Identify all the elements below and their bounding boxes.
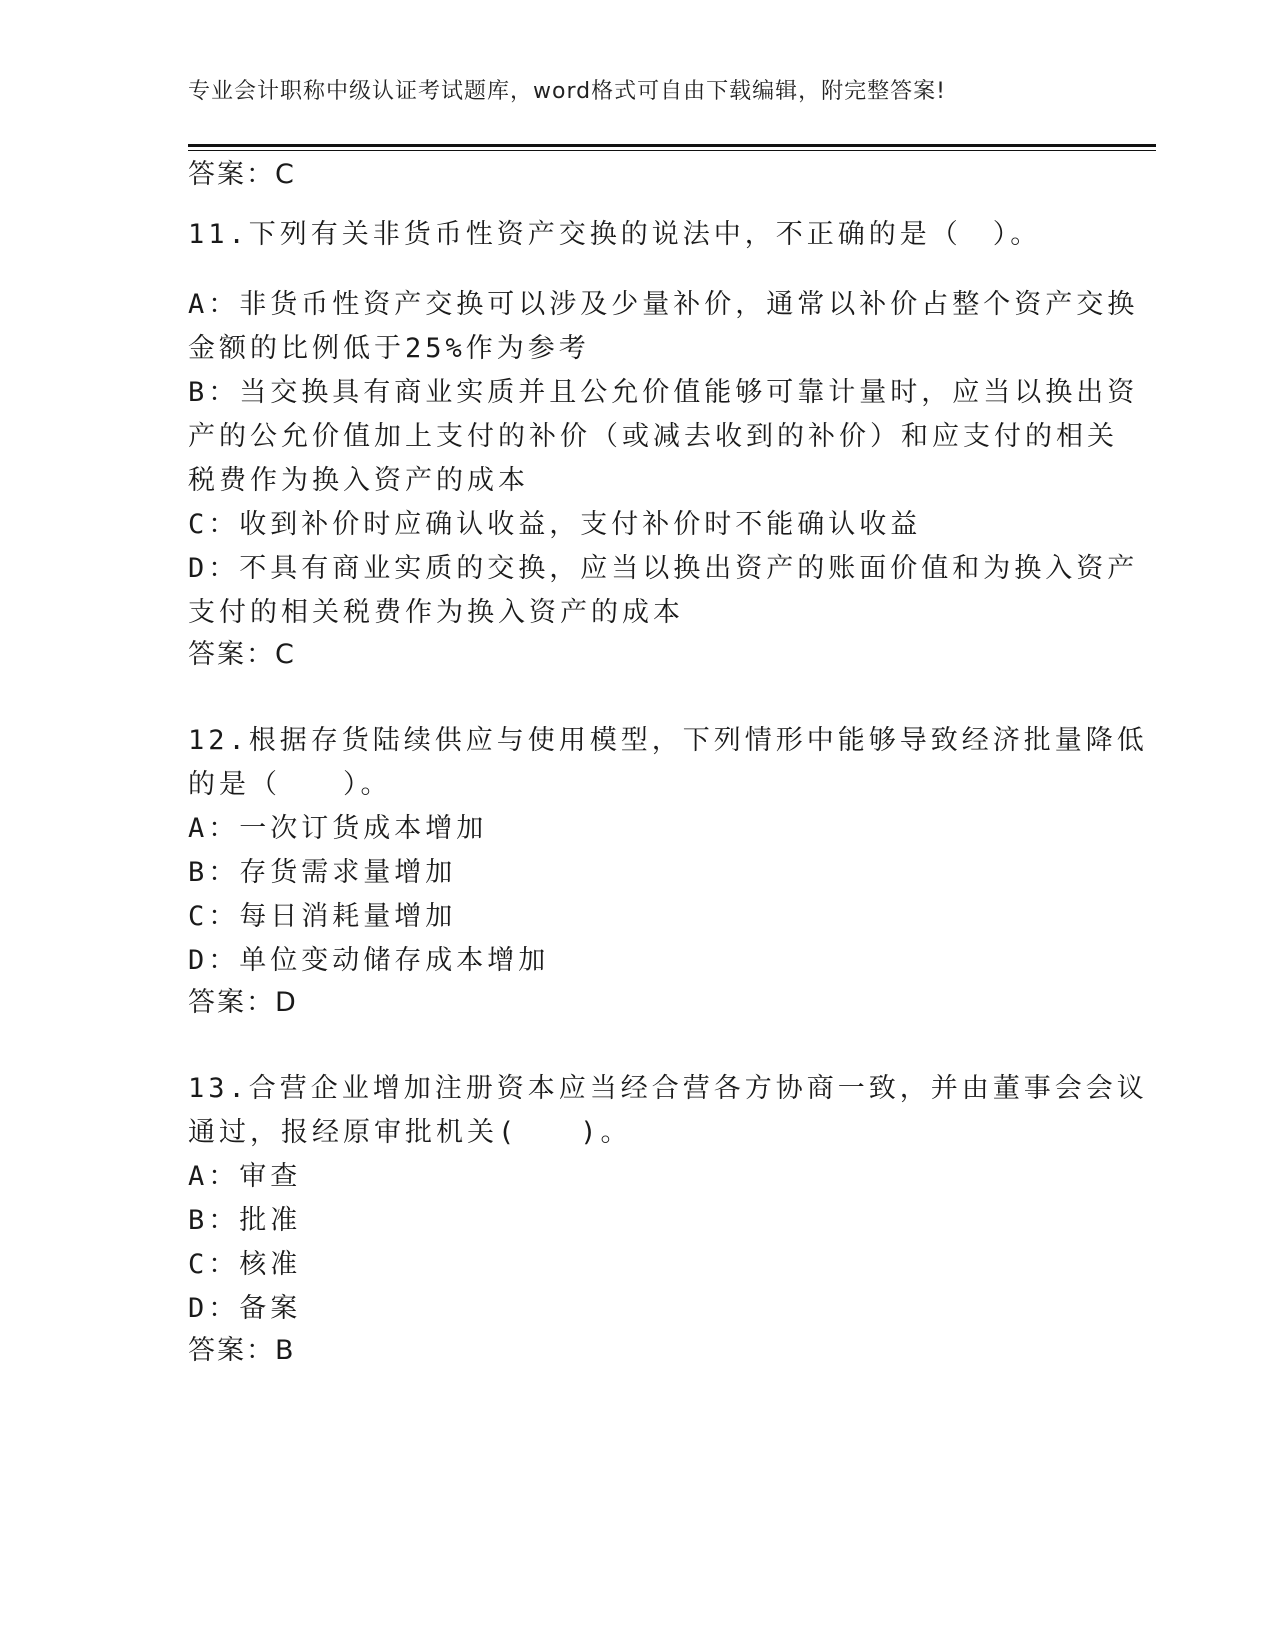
question-12-option-d: D：单位变动储存成本增加 bbox=[188, 945, 550, 976]
question-13-stem-line1: 13.合营企业增加注册资本应当经合营各方协商一致，并由董事会会议 bbox=[188, 1073, 1148, 1104]
question-13-answer: 答案：B bbox=[188, 1335, 296, 1366]
question-12-stem-line2: 的是（ ）。 bbox=[188, 769, 392, 800]
question-12-option-b: B：存货需求量增加 bbox=[188, 857, 457, 888]
question-12-stem-line1: 12.根据存货陆续供应与使用模型，下列情形中能够导致经济批量降低 bbox=[188, 725, 1148, 756]
question-13-option-a: A：审查 bbox=[188, 1161, 302, 1192]
question-11-option-d-line1: D：不具有商业实质的交换，应当以换出资产的账面价值和为换入资产 bbox=[188, 553, 1139, 584]
question-11-option-b-line3: 税费作为换入资产的成本 bbox=[188, 465, 529, 496]
question-11-option-c: C：收到补价时应确认收益，支付补价时不能确认收益 bbox=[188, 509, 922, 540]
question-12-answer: 答案：D bbox=[188, 987, 298, 1018]
page-header: 专业会计职称中级认证考试题库，word格式可自由下载编辑，附完整答案! bbox=[188, 79, 946, 104]
question-11-option-a-line2: 金额的比例低于25%作为参考 bbox=[188, 333, 590, 364]
header-rule-thin bbox=[188, 150, 1156, 151]
question-13-option-c: C：核准 bbox=[188, 1249, 302, 1280]
question-11-stem: 11.下列有关非货币性资产交换的说法中，不正确的是（ ）。 bbox=[188, 219, 1042, 250]
question-13-option-b: B：批准 bbox=[188, 1205, 302, 1236]
question-12-option-a: A：一次订货成本增加 bbox=[188, 813, 488, 844]
question-12-option-c: C：每日消耗量增加 bbox=[188, 901, 457, 932]
question-11-option-d-line2: 支付的相关税费作为换入资产的成本 bbox=[188, 597, 684, 628]
question-13-option-d: D：备案 bbox=[188, 1293, 302, 1324]
question-11-answer: 答案：C bbox=[188, 639, 296, 670]
question-11-option-b-line2: 产的公允价值加上支付的补价（或减去收到的补价）和应支付的相关 bbox=[188, 421, 1118, 452]
question-13-stem-line2: 通过，报经原审批机关( )。 bbox=[188, 1117, 632, 1148]
question-11-option-a-line1: A：非货币性资产交换可以涉及少量补价，通常以补价占整个资产交换 bbox=[188, 289, 1139, 320]
header-rule-thick bbox=[188, 144, 1156, 147]
answer-line: 答案：C bbox=[188, 159, 296, 190]
question-11-option-b-line1: B：当交换具有商业实质并且公允价值能够可靠计量时，应当以换出资 bbox=[188, 377, 1139, 408]
